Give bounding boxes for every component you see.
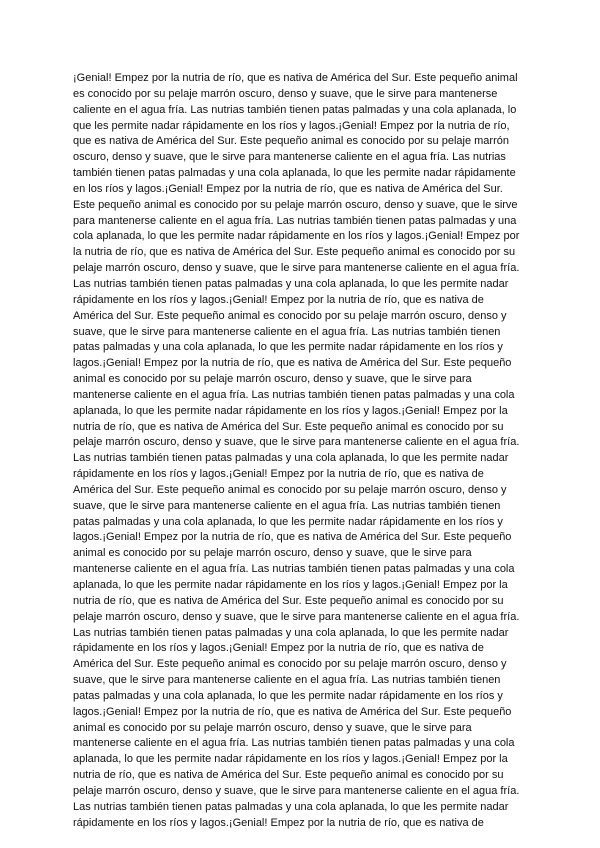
text-line: Las nutrias también tienen patas palmadas y una cola aplanada, lo que les permite nadar: [73, 277, 509, 290]
text-line: pelaje marrón oscuro, denso y suave, que le sirve para mantenerse caliente en el agua fría.: [73, 784, 520, 797]
text-line: suave, que le sirve para mantenerse caliente en el agua fría. Las nutrias también tienen: [73, 499, 501, 512]
text-line: Las nutrias también tienen patas palmadas y una cola aplanada, lo que les permite nadar: [73, 800, 509, 813]
text-line: la nutria de río, que es nativa de América del Sur. Este pequeño animal es conocido por su: [73, 246, 516, 259]
text-line: América del Sur. Este pequeño animal es conocido por su pelaje marrón oscuro, denso y: [73, 483, 507, 496]
text-line: Las nutrias también tienen patas palmadas y una cola aplanada, lo que les permite nadar: [73, 626, 509, 639]
text-line: es conocido por su pelaje marrón oscuro, denso y suave, que le sirve para mantenerse: [73, 87, 498, 100]
text-line: rápidamente en los ríos y lagos.¡Genial! Empez por la nutria de río, que es nativa de: [73, 293, 484, 306]
text-line: ¡Genial! Empez por la nutria de río, que es nativa de América del Sur. Este pequeño animal: [73, 72, 518, 84]
text-line: animal es conocido por su pelaje marrón oscuro, denso y suave, que le sirve para: [73, 721, 472, 734]
text-line: animal es conocido por su pelaje marrón oscuro, denso y suave, que le sirve para: [73, 373, 472, 386]
text-line: cola aplanada, lo que les permite nadar rápidamente en los ríos y lagos.¡Genial! Empez por: [73, 230, 520, 243]
text-line: patas palmadas y una cola aplanada, lo que les permite nadar rápidamente en los ríos y: [73, 341, 503, 354]
text-line: aplanada, lo que les permite nadar rápidamente en los ríos y lagos.¡Genial! Empez por la: [73, 404, 508, 417]
text-line: animal es conocido por su pelaje marrón oscuro, denso y suave, que le sirve para: [73, 547, 472, 560]
text-line: Las nutrias también tienen patas palmadas y una cola aplanada, lo que les permite nadar: [73, 452, 509, 465]
text-line: rápidamente en los ríos y lagos.¡Genial! Empez por la nutria de río, que es nativa de: [73, 642, 484, 655]
text-line: patas palmadas y una cola aplanada, lo que les permite nadar rápidamente en los ríos y: [73, 515, 503, 528]
text-line: en los ríos y lagos.¡Genial! Empez por la nutria de río, que es nativa de América del Sur.: [73, 182, 503, 195]
text-line: lagos.¡Genial! Empez por la nutria de río, que es nativa de América del Sur. Este pequeño: [73, 357, 512, 370]
text-line: mantenerse caliente en el agua fría. Las nutrias también tienen patas palmadas y una cola: [73, 737, 515, 750]
text-line: también tienen patas palmadas y una cola aplanada, lo que les permite nadar rápidamente: [73, 167, 516, 180]
text-line: lagos.¡Genial! Empez por la nutria de río, que es nativa de América del Sur. Este pequeño: [73, 531, 512, 544]
text-line: mantenerse caliente en el agua fría. Las nutrias también tienen patas palmadas y una cola: [73, 563, 515, 576]
text-line: pelaje marrón oscuro, denso y suave, que le sirve para mantenerse caliente en el agua fría.: [73, 262, 520, 275]
body-text: [73, 71, 528, 832]
text-line: pelaje marrón oscuro, denso y suave, que le sirve para mantenerse caliente en el agua fría.: [73, 610, 520, 623]
text-line: nutria de río, que es nativa de América del Sur. Este pequeño animal es conocido por su: [73, 420, 504, 433]
text-line: oscuro, denso y suave, que le sirve para mantenerse caliente en el agua fría. Las nutrias: [73, 151, 506, 164]
text-line: caliente en el agua fría. Las nutrias también tienen patas palmadas y una cola aplanada, lo: [73, 103, 517, 116]
text-line: pelaje marrón oscuro, denso y suave, que le sirve para mantenerse caliente en el agua fría.: [73, 436, 520, 449]
text-line: rápidamente en los ríos y lagos.¡Genial! Empez por la nutria de río, que es nativa de: [73, 816, 484, 829]
text-line: que les permite nadar rápidamente en los ríos y lagos.¡Genial! Empez por la nutria de río,: [73, 119, 510, 132]
text-line: rápidamente en los ríos y lagos.¡Genial! Empez por la nutria de río, que es nativa de: [73, 468, 484, 481]
text-line: lagos.¡Genial! Empez por la nutria de río, que es nativa de América del Sur. Este pequeño: [73, 705, 512, 718]
text-line: suave, que le sirve para mantenerse caliente en el agua fría. Las nutrias también tienen: [73, 674, 501, 687]
text-line: América del Sur. Este pequeño animal es conocido por su pelaje marrón oscuro, denso y: [73, 309, 507, 322]
text-line: patas palmadas y una cola aplanada, lo que les permite nadar rápidamente en los ríos y: [73, 689, 503, 702]
text-line: aplanada, lo que les permite nadar rápidamente en los ríos y lagos.¡Genial! Empez por la: [73, 753, 508, 766]
text-line: América del Sur. Este pequeño animal es conocido por su pelaje marrón oscuro, denso y: [73, 658, 507, 671]
text-line: nutria de río, que es nativa de América del Sur. Este pequeño animal es conocido por su: [73, 594, 504, 607]
text-line: que es nativa de América del Sur. Este pequeño animal es conocido por su pelaje marrón: [73, 135, 509, 148]
text-line: aplanada, lo que les permite nadar rápidamente en los ríos y lagos.¡Genial! Empez por la: [73, 579, 508, 591]
text-line: mantenerse caliente en el agua fría. Las nutrias también tienen patas palmadas y una cola: [73, 388, 515, 401]
text-line: para mantenerse caliente en el agua fría. Las nutrias también tienen patas palmadas y una: [73, 214, 517, 227]
text-line: suave, que le sirve para mantenerse caliente en el agua fría. Las nutrias también tienen: [73, 325, 501, 338]
text-line: Este pequeño animal es conocido por su pelaje marrón oscuro, denso y suave, que le sirve: [73, 198, 518, 211]
text-line: nutria de río, que es nativa de América del Sur. Este pequeño animal es conocido por su: [73, 769, 504, 782]
